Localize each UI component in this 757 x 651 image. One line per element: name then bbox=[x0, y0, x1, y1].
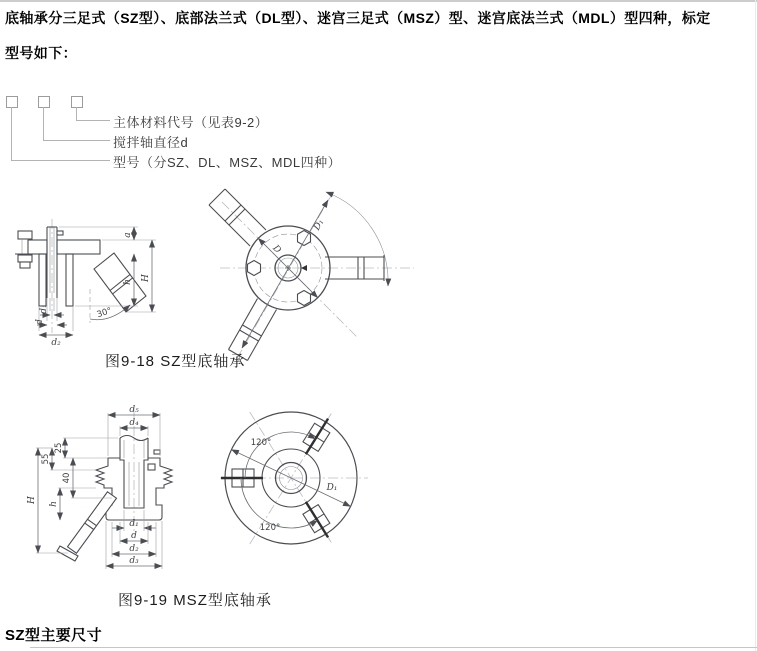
sz-top-view-drawing bbox=[208, 188, 420, 370]
sz-side-view-drawing bbox=[6, 203, 196, 353]
dim-label-120-bottom: 120° bbox=[259, 523, 281, 533]
key-label-shaft: 搅拌轴直径d bbox=[113, 135, 189, 150]
dim-label-d4: d₄ bbox=[129, 418, 139, 428]
key-label-material: 主体材料代号（见表9-2） bbox=[113, 115, 269, 130]
dim-label-D: D bbox=[270, 243, 283, 256]
dim-label-25: 25 bbox=[54, 442, 64, 454]
figure-sz-caption: 图9-18 SZ型底轴承 bbox=[105, 353, 246, 370]
intro-text-line2: 型号如下： bbox=[5, 45, 77, 61]
dim-label-d5: d₅ bbox=[129, 405, 139, 415]
key-connector bbox=[11, 107, 12, 161]
key-connector bbox=[76, 120, 110, 121]
sz-leg bbox=[94, 253, 146, 312]
dim-label-d: d bbox=[35, 319, 45, 325]
key-connector bbox=[43, 107, 44, 141]
dim-label-h: h bbox=[123, 279, 133, 285]
hub-pointer bbox=[301, 265, 307, 271]
msz-side-view-drawing bbox=[8, 400, 204, 576]
key-connector bbox=[76, 107, 77, 121]
sz-housing bbox=[39, 254, 73, 306]
key-connector bbox=[11, 160, 110, 161]
dim-label-H: H bbox=[141, 274, 151, 282]
msz-dimensions bbox=[27, 405, 162, 569]
dim-label-msz-d2: d₂ bbox=[129, 544, 139, 554]
page-right-border bbox=[755, 0, 756, 651]
key-label-model: 型号（分SZ、DL、MSZ、MDL四种） bbox=[113, 155, 342, 170]
msz-leg bbox=[57, 492, 117, 561]
dim-label-d1: d₁ bbox=[39, 304, 49, 314]
leg-tip-arc bbox=[326, 192, 388, 286]
msz-top-view-drawing bbox=[216, 400, 416, 555]
dim-label-D1: D₁ bbox=[312, 217, 327, 233]
dim-label-msz-D1: D₁ bbox=[326, 483, 338, 493]
dim-label-30deg: 30° bbox=[95, 306, 114, 321]
dim-label-55: 55 bbox=[41, 453, 51, 465]
sz-shaft bbox=[47, 227, 63, 298]
table-top-border bbox=[30, 647, 757, 648]
sz-bolt bbox=[15, 231, 35, 268]
designation-box-material bbox=[71, 96, 83, 108]
dim-label-40: 40 bbox=[62, 472, 72, 484]
designation-box-diameter bbox=[38, 96, 50, 108]
dim-label-120-top: 120° bbox=[250, 438, 272, 448]
dim-label-msz-h: h bbox=[49, 501, 59, 507]
section-heading: SZ型主要尺寸 bbox=[5, 627, 102, 644]
key-connector bbox=[43, 140, 110, 141]
dim-label-msz-d3: d₃ bbox=[129, 556, 139, 566]
dim-label-msz-d: d bbox=[131, 531, 137, 541]
figure-msz-caption: 图9-19 MSZ型底轴承 bbox=[118, 592, 272, 609]
dim-label-a: a bbox=[123, 232, 133, 238]
designation-box-model bbox=[6, 96, 18, 108]
page-top-border bbox=[0, 0, 757, 2]
dim-label-d2: d₂ bbox=[51, 338, 61, 348]
dim-label-msz-H: H bbox=[27, 496, 37, 504]
sz-flange bbox=[28, 240, 100, 254]
dim-label-msz-d1: d₁ bbox=[129, 519, 139, 529]
intro-text-line1: 底轴承分三足式（SZ型）、底部法兰式（DL型）、迷宫三足式（MSZ）型、迷宫底法兰式（MDL）型四种，标定 bbox=[5, 10, 711, 26]
